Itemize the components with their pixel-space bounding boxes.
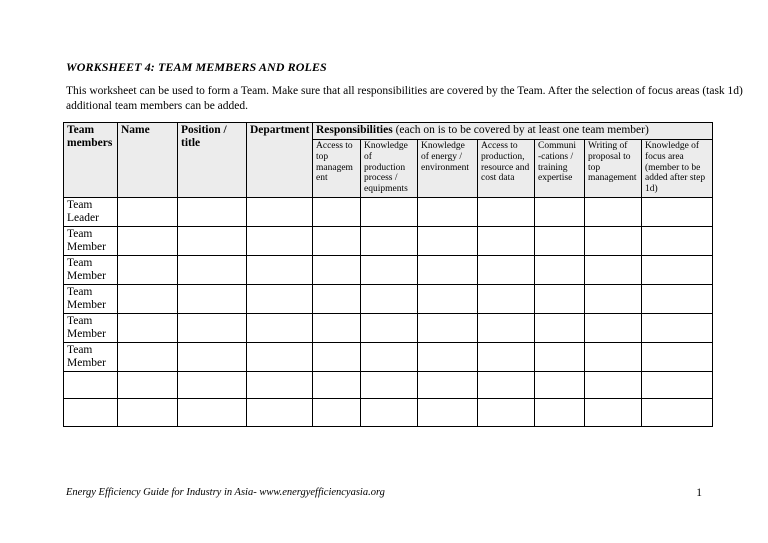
row-label-cell bbox=[64, 372, 118, 399]
page-title: WORKSHEET 4: TEAM MEMBERS AND ROLES bbox=[66, 60, 327, 74]
footer-source-text: Energy Efficiency Guide for Industry in Asia- www.energyefficiencyasia.org bbox=[66, 487, 385, 498]
header-responsibilities-word: Responsibilities bbox=[316, 124, 393, 136]
table-cell bbox=[361, 343, 418, 372]
table-row bbox=[64, 227, 713, 256]
table-cell bbox=[178, 198, 247, 227]
table-row bbox=[64, 314, 713, 343]
table-cell bbox=[178, 343, 247, 372]
table-cell bbox=[535, 314, 585, 343]
table-row bbox=[64, 343, 713, 372]
row-label-cell: Team Leader bbox=[64, 198, 118, 227]
subheader-communications: Communi -cations / training expertise bbox=[535, 140, 585, 198]
table-cell bbox=[535, 285, 585, 314]
subheader-knowledge-energy: Knowledge of energy / environment bbox=[418, 140, 478, 198]
header-responsibilities-note: (each on is to be covered by at least one team member) bbox=[392, 124, 649, 136]
page-footer bbox=[66, 487, 702, 499]
table-cell bbox=[247, 314, 313, 343]
table-cell bbox=[642, 227, 713, 256]
header-position-title: Position / title bbox=[178, 123, 247, 198]
table-cell bbox=[418, 285, 478, 314]
table-cell bbox=[585, 399, 642, 427]
table-cell bbox=[585, 198, 642, 227]
table-cell bbox=[247, 227, 313, 256]
table-cell bbox=[313, 399, 361, 427]
table-cell bbox=[118, 372, 178, 399]
table-cell bbox=[535, 256, 585, 285]
table-cell bbox=[585, 314, 642, 343]
table-cell bbox=[418, 314, 478, 343]
table-cell bbox=[118, 399, 178, 427]
table-cell bbox=[178, 285, 247, 314]
table-cell bbox=[313, 256, 361, 285]
header-department: Department bbox=[247, 123, 313, 198]
table-cell bbox=[418, 256, 478, 285]
table-cell bbox=[478, 314, 535, 343]
table-cell bbox=[178, 399, 247, 427]
table-row bbox=[64, 256, 713, 285]
table-cell bbox=[642, 372, 713, 399]
table-cell bbox=[313, 343, 361, 372]
subheader-knowledge-focus-area: Knowledge of focus area (member to be added after step 1d) bbox=[642, 140, 713, 198]
table-row bbox=[64, 198, 713, 227]
header-responsibilities bbox=[313, 123, 713, 140]
table-cell bbox=[642, 256, 713, 285]
table-cell bbox=[178, 227, 247, 256]
page-number: 1 bbox=[696, 487, 702, 499]
table-cell bbox=[118, 256, 178, 285]
row-label-cell: Team Member bbox=[64, 314, 118, 343]
table-cell bbox=[247, 399, 313, 427]
table-cell bbox=[361, 227, 418, 256]
table-cell bbox=[585, 227, 642, 256]
table-cell bbox=[535, 343, 585, 372]
table-cell bbox=[118, 198, 178, 227]
table-cell bbox=[585, 256, 642, 285]
subheader-knowledge-production: Knowledge of production process / equipments bbox=[361, 140, 418, 198]
table-cell bbox=[535, 198, 585, 227]
table-row bbox=[64, 399, 713, 427]
table-cell bbox=[478, 285, 535, 314]
row-label-cell: Team Member bbox=[64, 227, 118, 256]
table-cell bbox=[585, 343, 642, 372]
row-label-cell: Team Member bbox=[64, 256, 118, 285]
table-cell bbox=[478, 343, 535, 372]
table-cell bbox=[642, 343, 713, 372]
table-cell bbox=[478, 372, 535, 399]
table-cell bbox=[535, 227, 585, 256]
table-cell bbox=[535, 399, 585, 427]
table-cell bbox=[418, 343, 478, 372]
table-cell bbox=[418, 399, 478, 427]
table-cell bbox=[118, 343, 178, 372]
table-cell bbox=[478, 227, 535, 256]
table-cell bbox=[361, 314, 418, 343]
table-cell bbox=[313, 285, 361, 314]
header-name: Name bbox=[118, 123, 178, 198]
table-cell bbox=[642, 399, 713, 427]
table-cell bbox=[361, 256, 418, 285]
subheader-writing-proposal: Writing of proposal to top management bbox=[585, 140, 642, 198]
table-cell bbox=[535, 372, 585, 399]
table-cell bbox=[418, 198, 478, 227]
table-cell bbox=[418, 227, 478, 256]
table-cell bbox=[118, 227, 178, 256]
table-cell bbox=[313, 227, 361, 256]
table-cell bbox=[313, 372, 361, 399]
table-cell bbox=[247, 256, 313, 285]
table-cell bbox=[247, 198, 313, 227]
table-cell bbox=[478, 198, 535, 227]
worksheet-table bbox=[63, 122, 713, 427]
table-cell bbox=[478, 399, 535, 427]
table-cell bbox=[642, 285, 713, 314]
table-cell bbox=[178, 372, 247, 399]
row-label-cell: Team Member bbox=[64, 285, 118, 314]
table-cell bbox=[247, 343, 313, 372]
table-cell bbox=[118, 285, 178, 314]
table-cell bbox=[642, 198, 713, 227]
table-row bbox=[64, 372, 713, 399]
worksheet-table-container bbox=[63, 122, 713, 427]
table-cell bbox=[313, 198, 361, 227]
intro-paragraph: This worksheet can be used to form a Team. Make sure that all responsibilities are covered by the Team. After the selection of focus areas (task 1d) additional team members can be added. bbox=[66, 85, 743, 112]
header-row-main bbox=[64, 123, 713, 140]
table-cell bbox=[178, 314, 247, 343]
table-cell bbox=[118, 314, 178, 343]
subheader-access-data: Access to production, resource and cost data bbox=[478, 140, 535, 198]
header-team-members: Team members bbox=[64, 123, 118, 198]
subheader-access-top-management: Access to top managem ent bbox=[313, 140, 361, 198]
table-row bbox=[64, 285, 713, 314]
table-cell bbox=[313, 314, 361, 343]
table-cell bbox=[178, 256, 247, 285]
table-cell bbox=[361, 198, 418, 227]
row-label-cell bbox=[64, 399, 118, 427]
table-cell bbox=[642, 314, 713, 343]
table-cell bbox=[247, 372, 313, 399]
table-cell bbox=[478, 256, 535, 285]
table-cell bbox=[585, 372, 642, 399]
table-cell bbox=[247, 285, 313, 314]
table-cell bbox=[361, 399, 418, 427]
table-cell bbox=[585, 285, 642, 314]
table-cell bbox=[418, 372, 478, 399]
row-label-cell: Team Member bbox=[64, 343, 118, 372]
table-cell bbox=[361, 285, 418, 314]
table-cell bbox=[361, 372, 418, 399]
